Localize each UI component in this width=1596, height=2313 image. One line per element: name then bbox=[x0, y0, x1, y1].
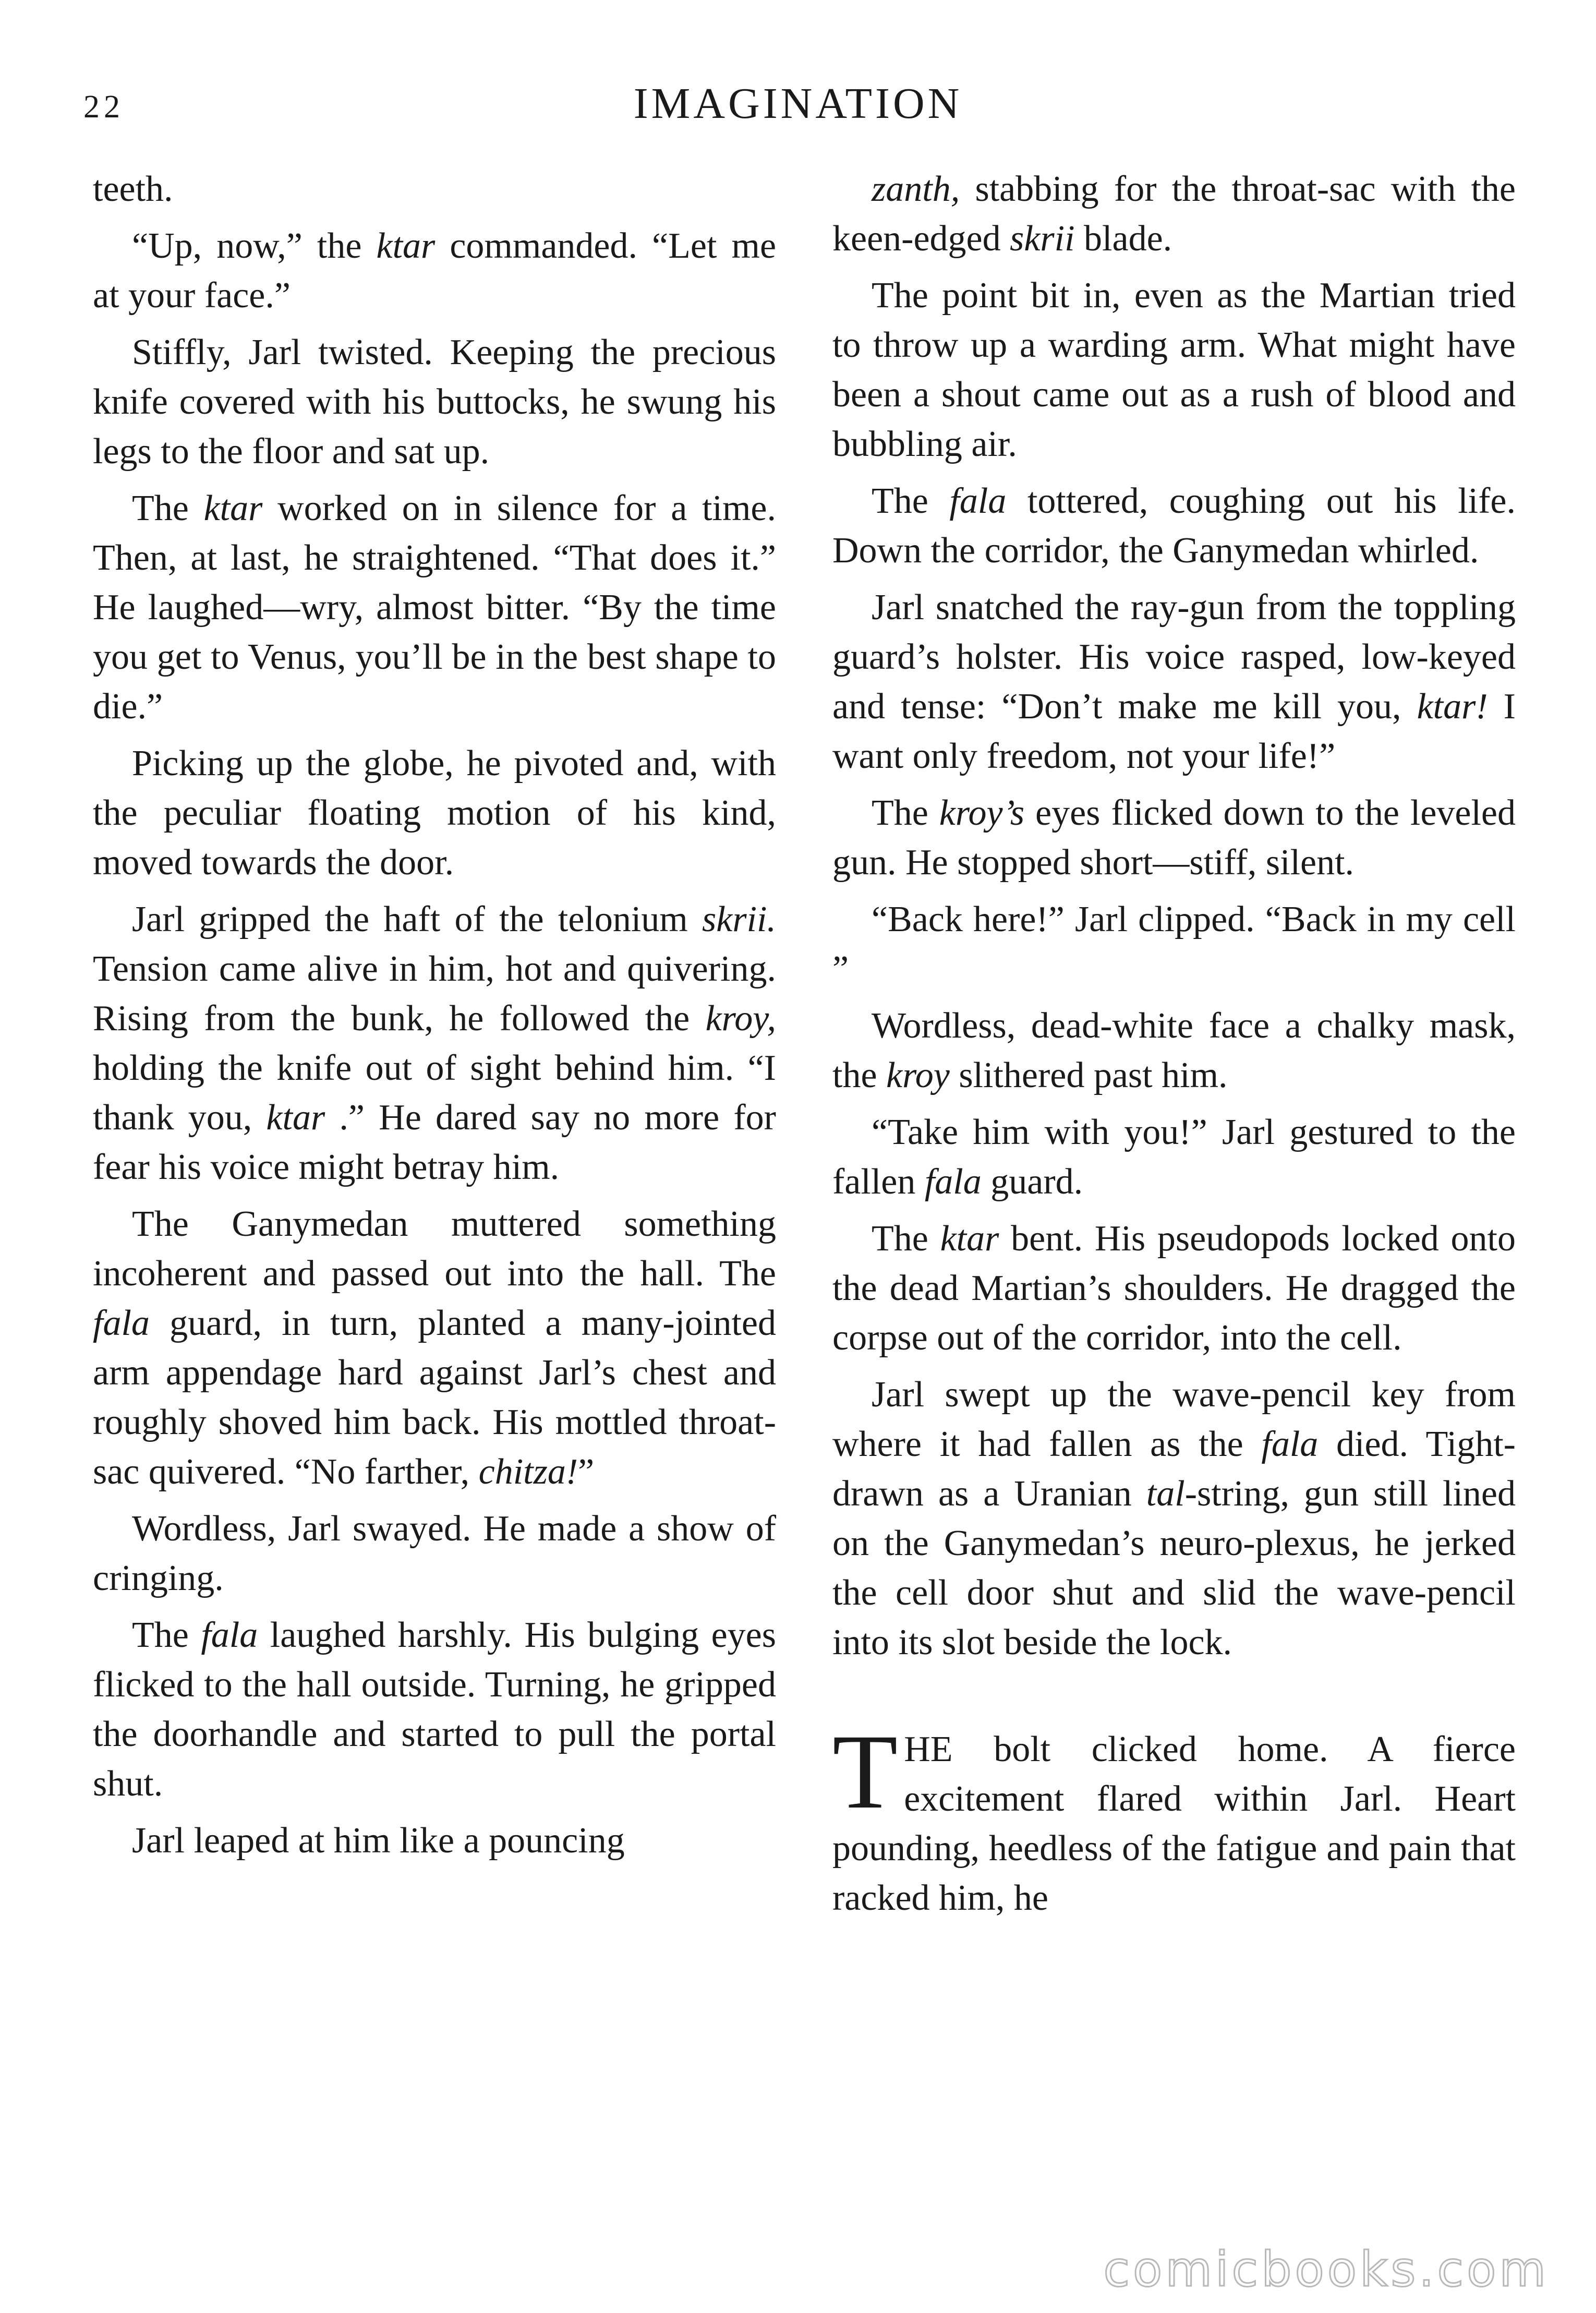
text-run: teeth. bbox=[93, 169, 173, 209]
paragraph bbox=[93, 164, 776, 214]
text-run: Wordless, Jarl swayed. He made a show of cringing. bbox=[93, 1509, 776, 1598]
text-run: commanded. “Let me at your face.” bbox=[93, 226, 777, 316]
paragraph bbox=[832, 788, 1516, 887]
paragraph bbox=[93, 1610, 776, 1809]
italic-term: kroy bbox=[886, 1055, 950, 1095]
text-run: Jarl swept up the wave-pencil key from where it had fallen as the bbox=[832, 1375, 1516, 1464]
text-run: “Back here!” Jarl clipped. “Back in my cell ” bbox=[832, 899, 1516, 989]
drop-cap: T bbox=[832, 1713, 898, 1831]
text-run: Stiffly, Jarl twisted. Keeping the precious knife covered with his buttocks, he swung his legs to the floor and sat up. bbox=[93, 332, 776, 472]
text-run: -string, gun still lined on the Ganymedan’s neuro-plexus, he jerked the cell door shut and slid the wave-pencil into its slot beside the lock. bbox=[832, 1474, 1516, 1663]
paragraph bbox=[93, 895, 776, 1192]
paragraph bbox=[93, 739, 776, 887]
text-run: The bbox=[872, 481, 950, 521]
text-run: “Take him with you!” Jarl gestured to the fallen bbox=[832, 1112, 1516, 1202]
text-run: The Ganymedan muttered something incoherent and passed out into the hall. The bbox=[93, 1204, 776, 1294]
paragraph bbox=[832, 1713, 1516, 1923]
text-run: .” He dared say no more for fear his voice might betray him. bbox=[93, 1098, 776, 1187]
text-run: holding the knife out of sight behind him. “I thank you, bbox=[93, 1048, 776, 1138]
italic-term: kroy’s bbox=[939, 793, 1025, 833]
italic-term: fala bbox=[949, 481, 1007, 521]
italic-term: zanth, bbox=[872, 169, 960, 209]
text-run: I want only freedom, not your life!” bbox=[832, 686, 1516, 776]
text-run: Picking up the globe, he pivoted and, with the peculiar floating motion of his kind, moved towards the door. bbox=[93, 743, 776, 883]
italic-term: ktar bbox=[940, 1219, 999, 1259]
paragraph bbox=[93, 484, 776, 731]
italic-term: kroy, bbox=[705, 998, 776, 1039]
paragraph bbox=[832, 1370, 1516, 1667]
paragraph bbox=[832, 1107, 1516, 1207]
paragraph bbox=[832, 895, 1516, 994]
text-run: The bbox=[132, 488, 204, 528]
paragraph bbox=[93, 1504, 776, 1603]
text-run: guard. bbox=[981, 1162, 1083, 1202]
text-run: Jarl leaped at him like a pouncing bbox=[132, 1821, 625, 1861]
italic-term: tal bbox=[1146, 1474, 1185, 1514]
italic-term: ktar bbox=[376, 226, 436, 266]
text-run: worked on in silence for a time. Then, at last, he straightened. “That does it.” He laughed—wry, almost bitter. “By the time you get to Venus, you’ll be in the best shape to die.” bbox=[93, 488, 776, 727]
paragraph bbox=[832, 1001, 1516, 1100]
paragraph bbox=[832, 1214, 1516, 1363]
text-run: Jarl gripped the haft of the telonium bbox=[132, 899, 703, 939]
italic-term: fala bbox=[924, 1162, 982, 1202]
text-run: The bbox=[872, 793, 939, 833]
paragraph bbox=[93, 1199, 776, 1497]
italic-term: skrii bbox=[1010, 219, 1075, 259]
text-run: stabbing for the throat-sac with the keen-edged bbox=[832, 169, 1516, 259]
text-run: The bbox=[872, 1219, 940, 1259]
paragraph bbox=[832, 271, 1516, 469]
text-run: guard, in turn, planted a many-jointed arm appendage hard against Jarl’s chest and roughly shoved him back. His mottled throat-sac quivered. “No farther, bbox=[93, 1303, 776, 1492]
text-run: Wordless, dead-white face a chalky mask, the bbox=[832, 1006, 1516, 1095]
text-run: The point bit in, even as the Martian tried to throw up a warding arm. What might have been a shout came out as a rush of blood and bubbling air. bbox=[832, 275, 1516, 464]
text-run: ” bbox=[578, 1452, 595, 1492]
text-run: HE bolt clicked home. A fierce excitement flared within Jarl. Heart pounding, heedless of the fatigue and pain that racked him, he bbox=[832, 1729, 1516, 1918]
text-run: Tension came alive in him, hot and quivering. Rising from the bunk, he followed the bbox=[93, 949, 776, 1039]
running-title: IMAGINATION bbox=[633, 79, 963, 128]
text-run: Jarl snatched the ray-gun from the toppling guard’s holster. His voice rasped, low-keyed and tense: “Don’t make me kill you, bbox=[832, 587, 1516, 727]
text-run: laughed harshly. His bulging eyes flicked to the hall outside. Turning, he gripped the doorhandle and started to pull the portal shut. bbox=[93, 1615, 776, 1804]
text-run: tottered, coughing out his life. Down the corridor, the Ganymedan whirled. bbox=[832, 481, 1516, 571]
page-header bbox=[83, 78, 1513, 136]
text-run: blade. bbox=[1074, 219, 1172, 259]
paragraph bbox=[93, 328, 776, 476]
paragraph bbox=[93, 1816, 776, 1865]
page-number: 22 bbox=[83, 89, 124, 125]
paragraph bbox=[832, 164, 1516, 263]
italic-term: ktar bbox=[266, 1098, 325, 1138]
italic-term: skrii. bbox=[702, 899, 776, 939]
text-run: slithered past him. bbox=[949, 1055, 1228, 1095]
italic-term: chitza! bbox=[478, 1452, 578, 1492]
paragraph bbox=[832, 476, 1516, 575]
watermark-logo: comicbooks.com bbox=[1103, 2242, 1549, 2297]
italic-term: fala bbox=[93, 1303, 150, 1343]
text-run: bent. His pseudopods locked onto the dead Martian’s shoulders. He dragged the corpse out of the corridor, into the cell. bbox=[832, 1219, 1516, 1358]
left-text-column bbox=[93, 164, 776, 1873]
right-text-column bbox=[832, 164, 1516, 1930]
paragraph bbox=[93, 221, 776, 320]
italic-term: ktar bbox=[203, 488, 263, 528]
text-run: The bbox=[132, 1615, 201, 1655]
italic-term: ktar! bbox=[1417, 686, 1488, 727]
italic-term: fala bbox=[1261, 1424, 1319, 1464]
paragraph bbox=[832, 583, 1516, 781]
text-run: eyes flicked down to the leveled gun. He stopped short—stiff, silent. bbox=[832, 793, 1516, 883]
italic-term: fala bbox=[201, 1615, 258, 1655]
text-run: died. Tight-drawn as a Uranian bbox=[832, 1424, 1516, 1514]
text-run: “Up, now,” the bbox=[132, 226, 377, 266]
